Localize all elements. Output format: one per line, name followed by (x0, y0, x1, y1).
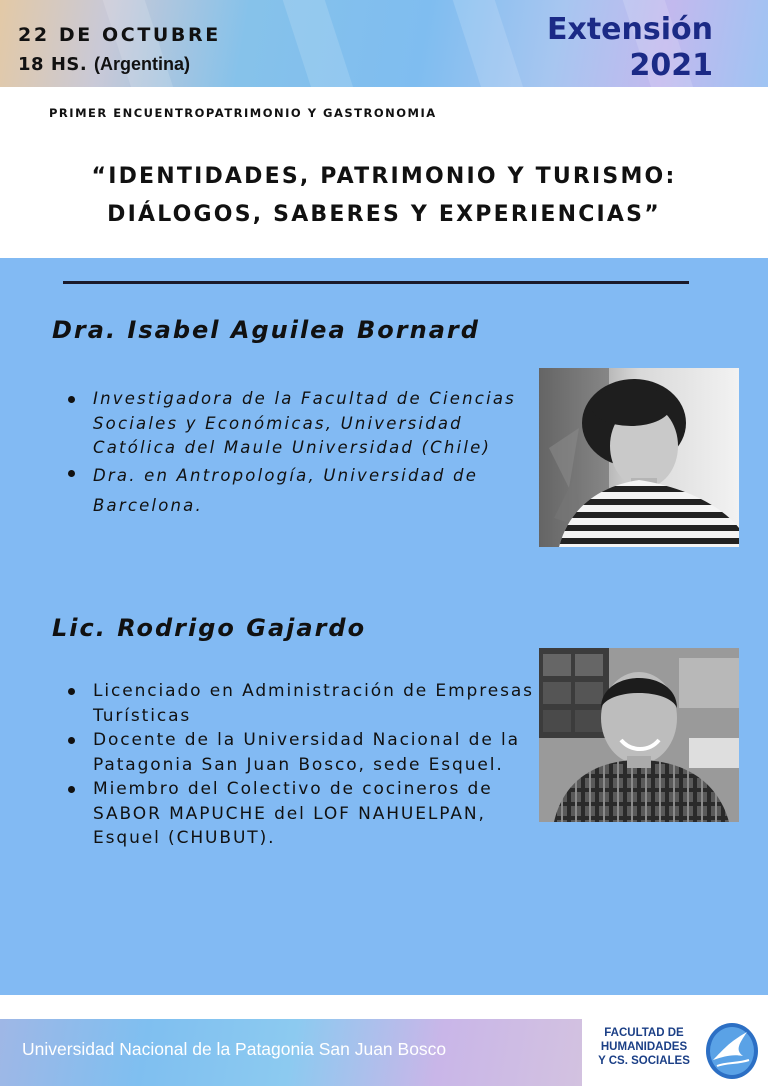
speaker-1-bio (66, 387, 536, 521)
header-banner (0, 0, 768, 87)
bio-item: Docente de la Universidad Nacional de la Patagonia San Juan Bosco, sede Esquel. (66, 728, 536, 777)
banner-stripe (279, 0, 360, 87)
bio-item: Dra. en Antropología, Universidad de Barcelona. (66, 461, 536, 521)
speaker-1-name: Dra. Isabel Aguilea Bornard (52, 316, 480, 344)
event-title-line2: DIÁLOGOS, SABERES Y EXPERIENCIAS” (107, 202, 661, 227)
faculty-line: FACULTAD DE (604, 1027, 684, 1039)
speaker-2-name: Lic. Rodrigo Gajardo (52, 614, 367, 642)
event-hour: 18 HS. (18, 54, 88, 75)
event-time (18, 54, 190, 75)
bio-item: Miembro del Colectivo de cocineros de SABOR MAPUCHE del LOF NAHUELPAN, Esquel (CHUBUT). (66, 777, 536, 851)
extension-badge (547, 12, 713, 84)
extension-year: 2021 (629, 48, 713, 83)
speaker-1-photo (539, 368, 739, 547)
divider-line (63, 281, 689, 284)
faculty-line: HUMANIDADES (600, 1041, 688, 1053)
footer-banner (0, 1019, 582, 1086)
faculty-name (594, 1026, 694, 1068)
event-date: 22 DE OCTUBRE (18, 24, 221, 46)
speaker-2-photo (539, 648, 739, 822)
bio-item: Licenciado en Administración de Empresas Turísticas (66, 679, 536, 728)
banner-stripe (449, 0, 530, 87)
speaker-2-bio (66, 679, 536, 851)
university-name: Universidad Nacional de la Patagonia San Juan Bosco (22, 1039, 447, 1059)
event-title-line1: “IDENTIDADES, PATRIMONIO Y TURISMO: (91, 164, 677, 189)
faculty-line: Y CS. SOCIALES (598, 1055, 690, 1067)
bio-item: Investigadora de la Facultad de Ciencias Sociales y Económicas, Universidad Católica del Maule Universidad (Chile) (66, 387, 536, 461)
event-country: (Argentina) (93, 54, 190, 74)
extension-label: Extensión (547, 12, 713, 47)
event-subtitle: PRIMER ENCUENTROPATRIMONIO Y GASTRONOMIA (49, 106, 437, 120)
university-logo (703, 1020, 761, 1082)
event-title (0, 158, 768, 234)
